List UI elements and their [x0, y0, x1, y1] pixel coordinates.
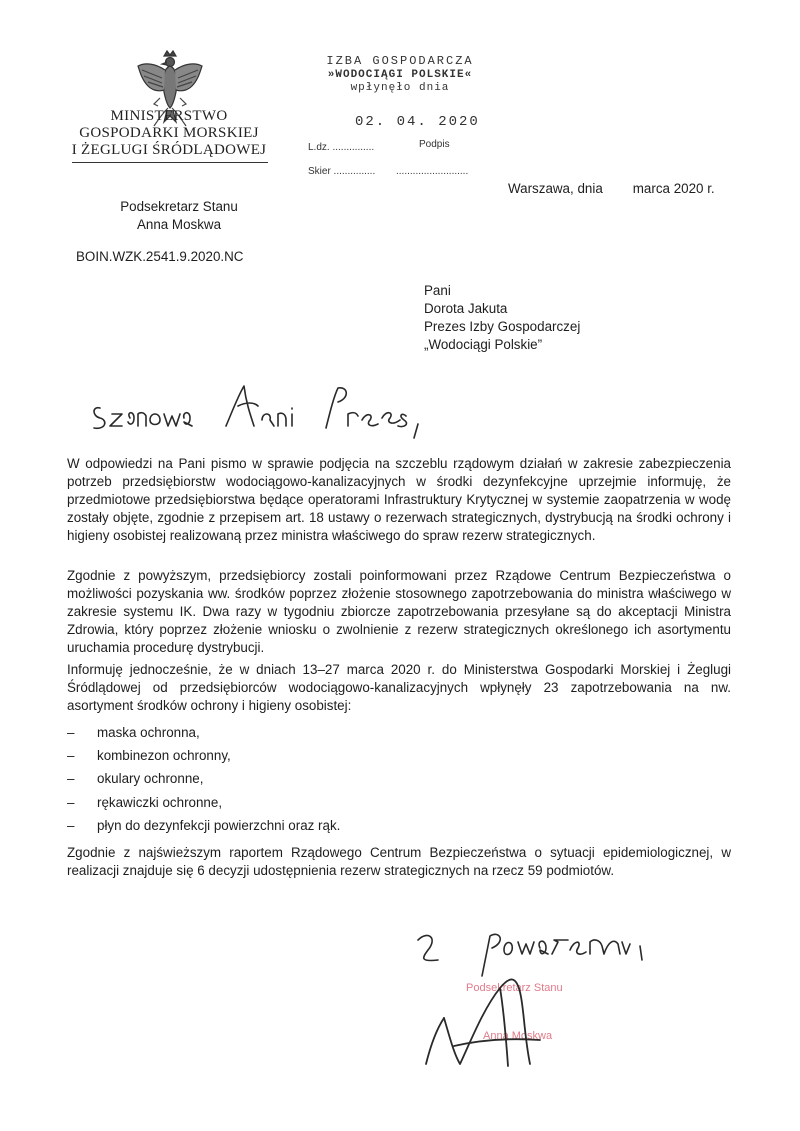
list-item [67, 724, 667, 747]
stamp-dots: .......................... [396, 166, 469, 177]
handwritten-greeting [86, 372, 426, 442]
ministry-line-1: MINISTERSTWO [110, 108, 228, 124]
date-tail: marca 2020 r. [632, 181, 715, 196]
sender-title: Podsekretarz Stanu [120, 199, 238, 214]
stamp-org-line-1: IZBA GOSPODARCZA [326, 54, 474, 68]
paragraph-3: Informuję jednocześnie, że w dniach 13–27 marca 2020 r. do Ministerstwa Gospodarki Morskiej i Żeglugi Śródlądowej od przedsiębiorców wodociągowo-kanalizacyjnych wpłynęły 23 zapotrzebowania na nw. asortyment środków ochrony i higieny osobistej: [67, 662, 731, 713]
reference-number: BOIN.WZK.2541.9.2020.NC [76, 249, 244, 264]
greeting-text: Szanowna Pani Prezes, [86, 441, 97, 442]
ministry-name [64, 108, 274, 159]
equipment-list [67, 724, 667, 840]
stamp-skier: Skier ............... [308, 166, 376, 177]
signature-stamp-name: Anna Moskwa [483, 1030, 553, 1042]
list-item-text: rękawiczki ochronne, [97, 794, 223, 810]
ministry-line-3: I ŻEGLUGI ŚRÓDLĄDOWEJ [71, 142, 267, 158]
paragraph-2: Zgodnie z powyższym, przedsiębiorcy zostali poinformowani przez Rządowe Centrum Bezpieczeństwa o możliwości pozyskania ww. środków poprzez złożenie stosownego zapotrzebowania do ministra właściwego w zakresie systemu IK. Dwa razy w tygodniu zbiorcze zapotrzebowania przesyłane są do akceptacji Ministra Zdrowia, który poprzez złożenie wniosku o zwolnienie z rezerw strategicznych określonego ich asortymentu uruchamia procedurę dystrybucji. [67, 568, 731, 655]
list-dash: – [67, 817, 75, 833]
recipient-line-3: Prezes Izby Gospodarczej [424, 319, 581, 334]
list-item [67, 817, 667, 840]
list-dash: – [67, 748, 75, 764]
sender-name: Anna Moskwa [136, 217, 222, 232]
recipient-line-1: Pani [424, 283, 451, 298]
recipient-line-2: Dorota Jakuta [424, 301, 508, 316]
ministry-underline [72, 162, 268, 163]
list-dash: – [67, 771, 75, 787]
list-item [67, 747, 667, 770]
stamp-received-date: 02. 04. 2020 [355, 114, 480, 130]
list-dash: – [67, 794, 75, 810]
paragraph-4: Zgodnie z najświeższym raportem Rządowego Centrum Bezpieczeństwa o sytuacji epidemiologicznej, w realizacji znajduje się 6 decyzji udostępnienia rezerw strategicznych na rzecz 59 podmiotów. [67, 845, 731, 878]
handwritten-signature [420, 968, 580, 1078]
list-item-text: kombinezon ochronny, [97, 748, 231, 764]
list-item [67, 794, 667, 817]
paragraph-1: W odpowiedzi na Pani pismo w sprawie podjęcia na szczeblu rządowym działań w zakresie zabezpieczenia potrzeb przedsiębiorstw wodociągowo-kanalizacyjnych w środki dezynfekcyjne uprzejmie informuję, że przedmiotowe przedsiębiorstwa będące operatorami Infrastruktury Krytycznej w systemie zaopatrzenia w wodę zostały objęte, zgodnie z przepisem art. 18 ustawy o rezerwach strategicznych, dystrybucją na środki ochrony i higieny osobistej realizowaną przez ministra właściwego do spraw rezerw strategicznych. [67, 456, 731, 543]
stamp-org-line-2: »WODOCIĄGI POLSKIE« [327, 69, 473, 81]
stamp-podpis: Podpis [419, 139, 450, 150]
place-date [508, 180, 715, 198]
stamp-ldz: L.dz. ............... [308, 142, 375, 153]
closing-text: Z poważaniem, [408, 979, 415, 980]
stamp-received-label: wpłynęło dnia [350, 82, 450, 94]
incoming-stamp [300, 54, 500, 94]
recipient-block [424, 282, 580, 354]
list-item-text: maska ochronna, [97, 725, 200, 740]
signature-stamp-title: Podsekretarz Stanu [466, 982, 563, 994]
list-item-text: okulary ochronne, [97, 771, 204, 787]
list-item [67, 770, 667, 793]
sender-block [104, 198, 254, 234]
list-item-text: płyn do dezynfekcji powierzchni oraz rąk. [97, 817, 341, 833]
recipient-line-4: „Wodociągi Polskie” [424, 337, 543, 352]
city-label: Warszawa, dnia [508, 181, 603, 196]
list-dash: – [67, 725, 75, 740]
ministry-line-2: GOSPODARKI MORSKIEJ [79, 125, 259, 141]
